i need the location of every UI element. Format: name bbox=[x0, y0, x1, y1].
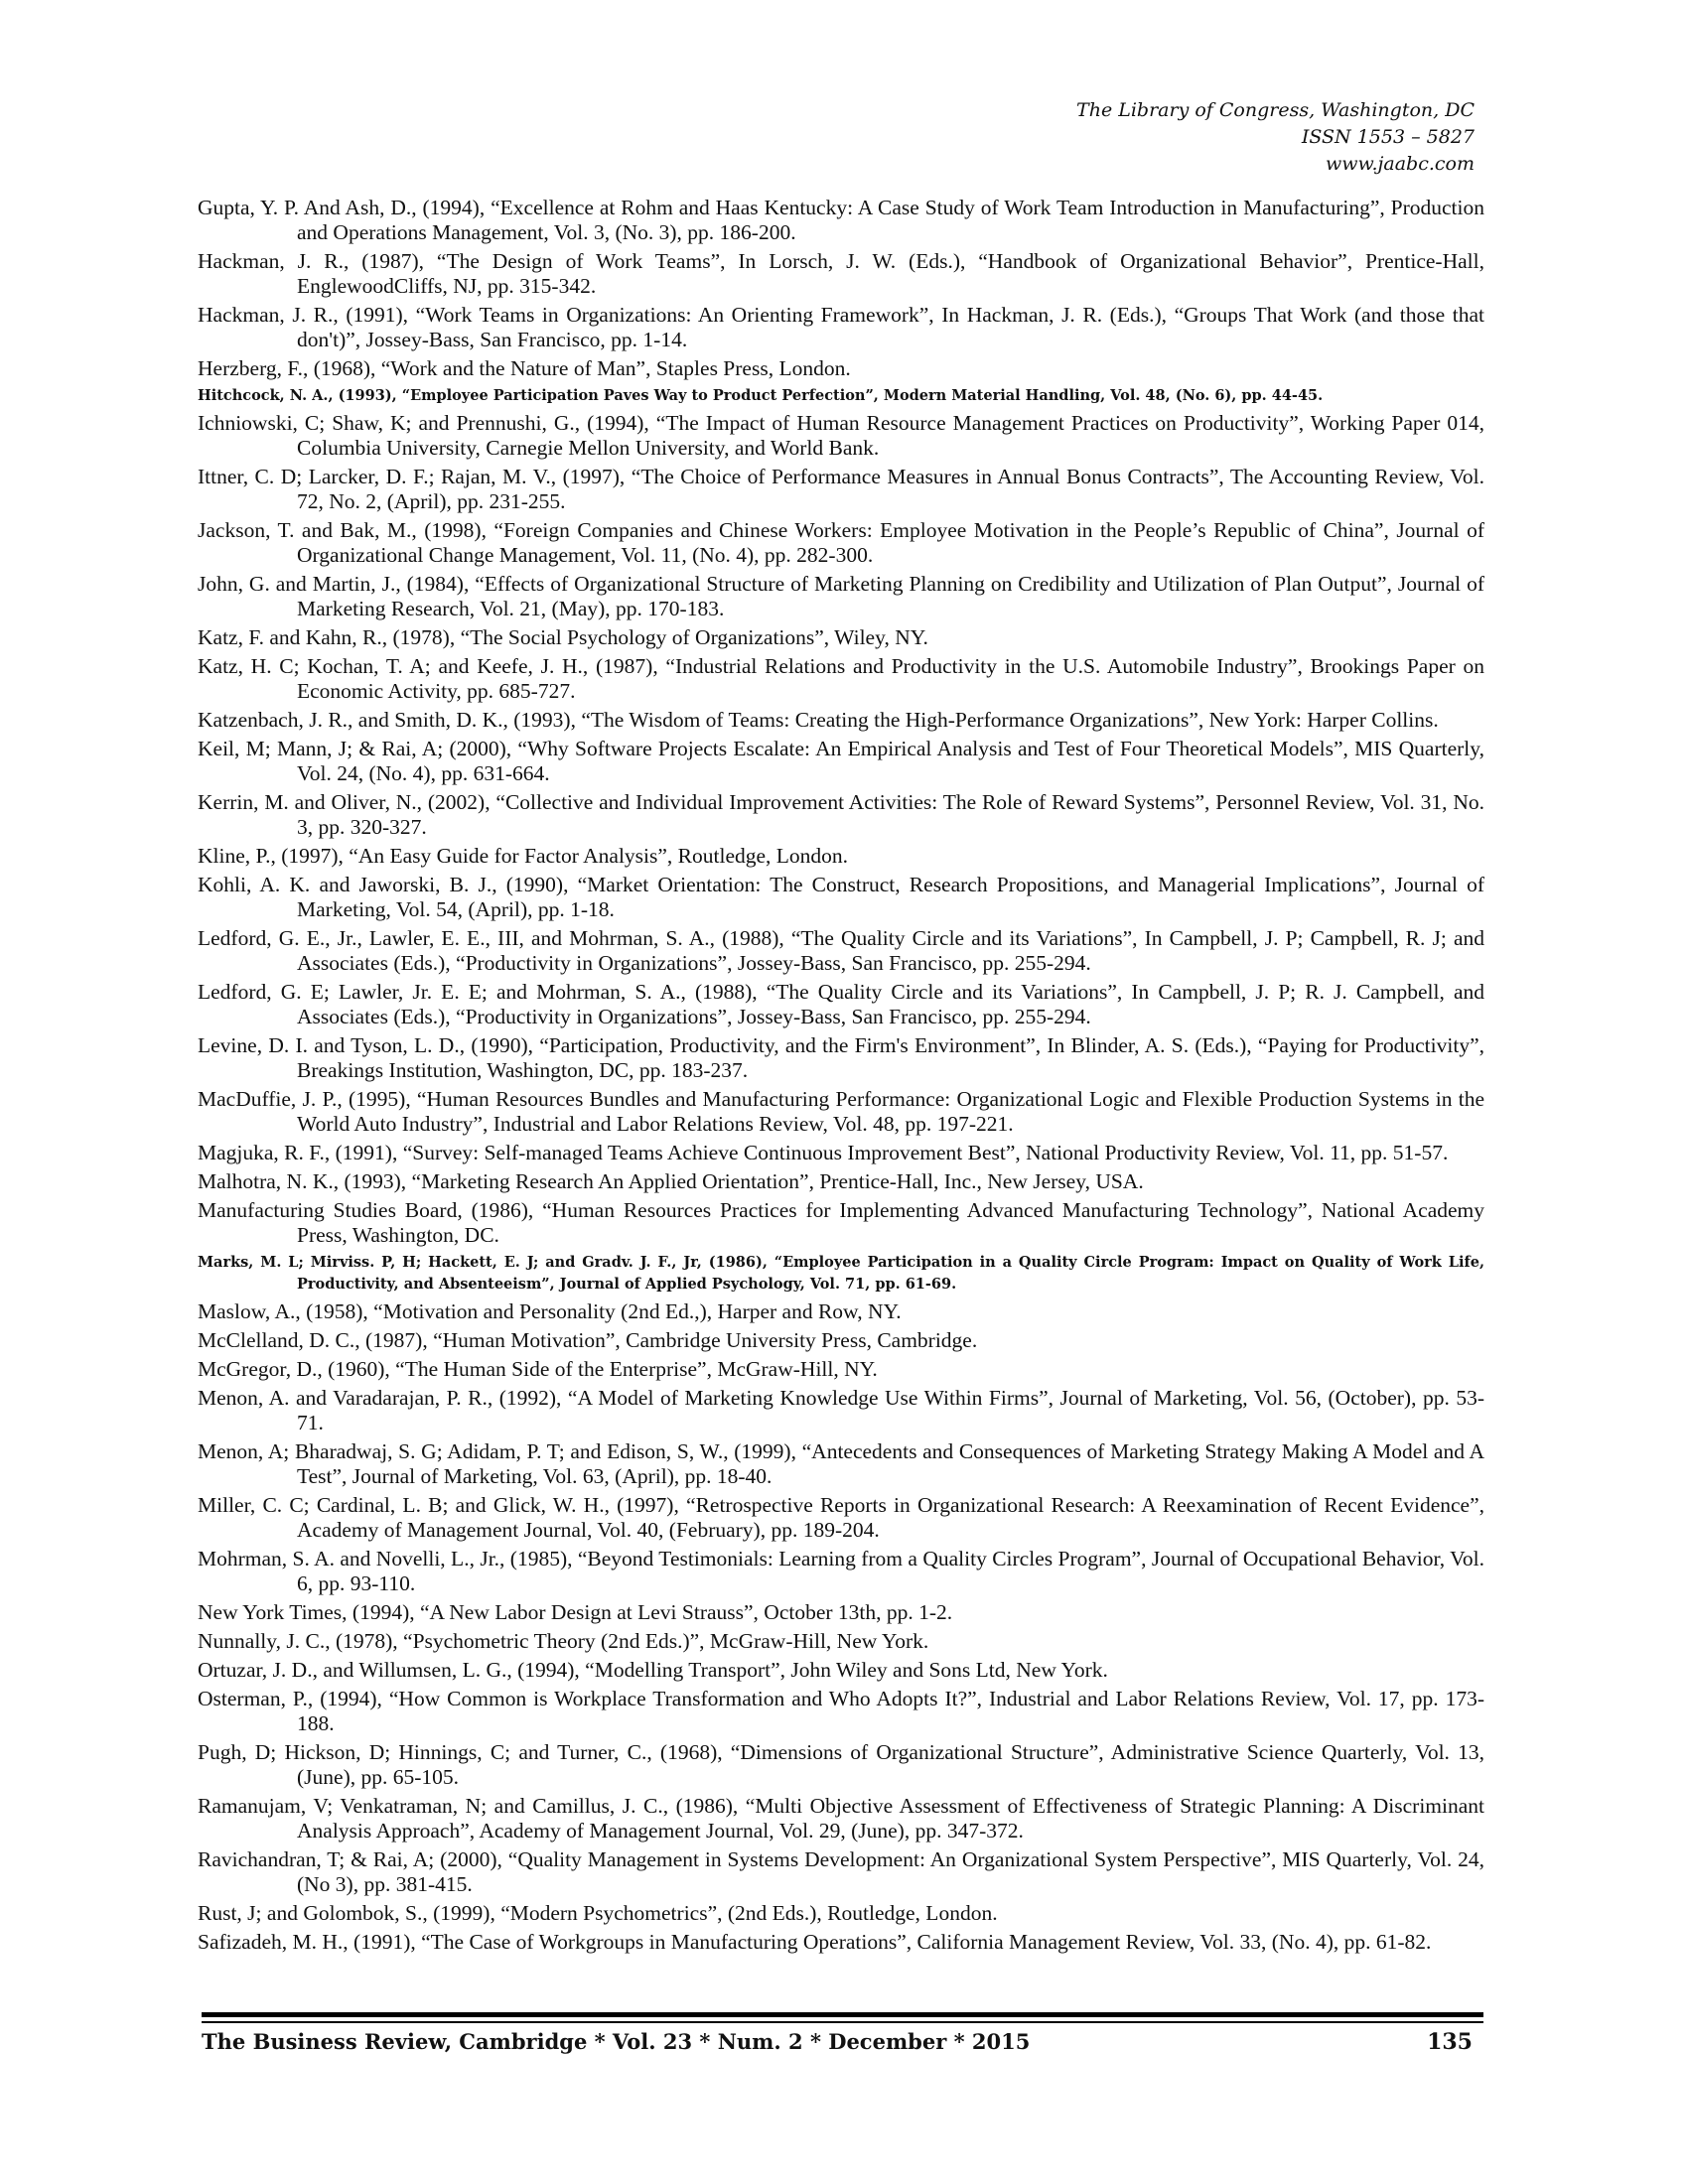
reference-list bbox=[198, 196, 1484, 1959]
reference-item: Ramanujam, V; Venkatraman, N; and Camillus, J. C., (1986), “Multi Objective Assessment of Effectiveness of Strategic Planning: A Discriminant Analysis Approach”, Academy of Management Journal, Vol. 29, (June), pp. 347-372. bbox=[198, 1794, 1484, 1843]
reference-item: Hitchcock, N. A., (1993), “Employee Participation Paves Way to Product Perfection”, Modern Material Handling, Vol. 48, (No. 6), pp. 44-45. bbox=[198, 387, 1324, 404]
reference-item: Ortuzar, J. D., and Willumsen, L. G., (1994), “Modelling Transport”, John Wiley and Sons Ltd, New York. bbox=[198, 1658, 1108, 1682]
reference-item: McClelland, D. C., (1987), “Human Motivation”, Cambridge University Press, Cambridge. bbox=[198, 1328, 978, 1352]
reference-item: Katzenbach, J. R., and Smith, D. K., (1993), “The Wisdom of Teams: Creating the High-Performance Organizations”, New York: Harper Collins. bbox=[198, 708, 1439, 732]
reference-item: Herzberg, F., (1968), “Work and the Nature of Man”, Staples Press, London. bbox=[198, 356, 851, 380]
reference-item: Gupta, Y. P. And Ash, D., (1994), “Excellence at Rohm and Haas Kentucky: A Case Study of Work Team Introduction in Manufacturing”, Production and Operations Management, Vol. 3, (No. 3), pp. 186-200. bbox=[198, 196, 1484, 244]
reference-item: Safizadeh, M. H., (1991), “The Case of Workgroups in Manufacturing Operations”, California Management Review, Vol. 33, (No. 4), pp. 61-82. bbox=[198, 1930, 1432, 1954]
reference-item: Kerrin, M. and Oliver, N., (2002), “Collective and Individual Improvement Activities: The Role of Reward Systems”, Personnel Review, Vol. 31, No. 3, pp. 320-327. bbox=[198, 790, 1484, 839]
reference-item: McGregor, D., (1960), “The Human Side of the Enterprise”, McGraw-Hill, NY. bbox=[198, 1357, 878, 1381]
reference-item: Nunnally, J. C., (1978), “Psychometric Theory (2nd Eds.)”, McGraw-Hill, New York. bbox=[198, 1629, 929, 1653]
reference-item: Ravichandran, T; & Rai, A; (2000), “Quality Management in Systems Development: An Organizational System Perspective”, MIS Quarterly, Vol. 24, (No 3), pp. 381-415. bbox=[198, 1847, 1484, 1896]
header-library: The Library of Congress, Washington, DC bbox=[1076, 99, 1475, 121]
reference-item: Miller, C. C; Cardinal, L. B; and Glick, W. H., (1997), “Retrospective Reports in Organizational Research: A Reexamination of Recent Evidence”, Academy of Management Journal, Vol. 40, (February), pp. 189-204. bbox=[198, 1493, 1484, 1542]
footer-journal-title: The Business Review, Cambridge * Vol. 23 * Num. 2 * December * 2015 bbox=[202, 2029, 1031, 2054]
reference-item: Hackman, J. R., (1991), “Work Teams in Organizations: An Orienting Framework”, In Hackman, J. R. (Eds.), “Groups That Work (and those that don't)”, Jossey-Bass, San Francisco, pp. 1-14. bbox=[198, 303, 1484, 351]
header-issn: ISSN 1553 – 5827 bbox=[1301, 126, 1475, 148]
reference-item: Kline, P., (1997), “An Easy Guide for Factor Analysis”, Routledge, London. bbox=[198, 844, 849, 868]
reference-item: Keil, M; Mann, J; & Rai, A; (2000), “Why Software Projects Escalate: An Empirical Analysis and Test of Four Theoretical Models”, MIS Quarterly, Vol. 24, (No. 4), pp. 631-664. bbox=[198, 737, 1484, 785]
reference-item: Levine, D. I. and Tyson, L. D., (1990), “Participation, Productivity, and the Firm's Environment”, In Blinder, A. S. (Eds.), “Paying for Productivity”, Breakings Institution, Washington, DC, pp. 183-237. bbox=[198, 1033, 1484, 1082]
reference-item: Ledford, G. E; Lawler, Jr. E. E; and Mohrman, S. A., (1988), “The Quality Circle and its Variations”, In Campbell, J. P; R. J. Campbell, and Associates (Eds.), “Productivity in Organizations”, Jossey-Bass, San Francisco, pp. 255-294. bbox=[198, 980, 1484, 1028]
reference-item: Katz, F. and Kahn, R., (1978), “The Social Psychology of Organizations”, Wiley, NY. bbox=[198, 625, 928, 649]
reference-item: Katz, H. C; Kochan, T. A; and Keefe, J. H., (1987), “Industrial Relations and Productivity in the U.S. Automobile Industry”, Brookings Paper on Economic Activity, pp. 685-727. bbox=[198, 654, 1484, 703]
reference-item: Ichniowski, C; Shaw, K; and Prennushi, G., (1994), “The Impact of Human Resource Management Practices on Productivity”, Working Paper 014, Columbia University, Carnegie Mellon University, and World Bank. bbox=[198, 411, 1484, 460]
page-footer bbox=[202, 2029, 1473, 2054]
reference-item: MacDuffie, J. P., (1995), “Human Resources Bundles and Manufacturing Performance: Organizational Logic and Flexible Production Systems in the World Auto Industry”, Industrial and Labor Relations Review, Vol. 48, pp. 197-221. bbox=[198, 1087, 1484, 1136]
reference-item: Jackson, T. and Bak, M., (1998), “Foreign Companies and Chinese Workers: Employee Motivation in the People’s Republic of China”, Journal of Organizational Change Management, Vol. 11, (No. 4), pp. 282-300. bbox=[198, 518, 1484, 567]
header-website: www.jaabc.com bbox=[1325, 153, 1475, 175]
reference-item: Mohrman, S. A. and Novelli, L., Jr., (1985), “Beyond Testimonials: Learning from a Quality Circles Program”, Journal of Occupational Behavior, Vol. 6, pp. 93-110. bbox=[198, 1547, 1484, 1595]
reference-item: Marks, M. L; Mirviss. P, H; Hackett, E. J; and Gradv. J. F., Jr, (1986), “Employee Participation in a Quality Circle Program: Impact on Quality of Work Life, Productivity, and Absenteeism”, Journal of Applied Psychology, Vol. 71, pp. 61-69. bbox=[198, 1254, 1484, 1293]
reference-item: Osterman, P., (1994), “How Common is Workplace Transformation and Who Adopts It?”, Industrial and Labor Relations Review, Vol. 17, pp. 173-188. bbox=[198, 1687, 1484, 1735]
reference-item: John, G. and Martin, J., (1984), “Effects of Organizational Structure of Marketing Planning on Credibility and Utilization of Plan Output”, Journal of Marketing Research, Vol. 21, (May), pp. 170-183. bbox=[198, 572, 1484, 620]
reference-item: Hackman, J. R., (1987), “The Design of Work Teams”, In Lorsch, J. W. (Eds.), “Handbook of Organizational Behavior”, Prentice-Hall, EnglewoodCliffs, NJ, pp. 315-342. bbox=[198, 249, 1484, 298]
page-header bbox=[1076, 97, 1475, 178]
reference-item: Malhotra, N. K., (1993), “Marketing Research An Applied Orientation”, Prentice-Hall, Inc., New Jersey, USA. bbox=[198, 1169, 1144, 1193]
reference-item: Kohli, A. K. and Jaworski, B. J., (1990), “Market Orientation: The Construct, Research Propositions, and Managerial Implications”, Journal of Marketing, Vol. 54, (April), pp. 1-18. bbox=[198, 873, 1484, 921]
footer-rule-thin bbox=[202, 2021, 1483, 2023]
footer-rule-thick bbox=[202, 2012, 1483, 2017]
reference-item: Ittner, C. D; Larcker, D. F.; Rajan, M. V., (1997), “The Choice of Performance Measures in Annual Bonus Contracts”, The Accounting Review, Vol. 72, No. 2, (April), pp. 231-255. bbox=[198, 465, 1484, 513]
reference-item: Pugh, D; Hickson, D; Hinnings, C; and Turner, C., (1968), “Dimensions of Organizational Structure”, Administrative Science Quarterly, Vol. 13, (June), pp. 65-105. bbox=[198, 1740, 1484, 1789]
page-number: 135 bbox=[1427, 2029, 1473, 2055]
reference-item: Rust, J; and Golombok, S., (1999), “Modern Psychometrics”, (2nd Eds.), Routledge, London. bbox=[198, 1901, 998, 1925]
reference-item: Menon, A; Bharadwaj, S. G; Adidam, P. T; and Edison, S, W., (1999), “Antecedents and Consequences of Marketing Strategy Making A Model and A Test”, Journal of Marketing, Vol. 63, (April), pp. 18-40. bbox=[198, 1439, 1484, 1488]
reference-item: Maslow, A., (1958), “Motivation and Personality (2nd Ed.,), Harper and Row, NY. bbox=[198, 1299, 902, 1323]
reference-item: Ledford, G. E., Jr., Lawler, E. E., III, and Mohrman, S. A., (1988), “The Quality Circle and its Variations”, In Campbell, J. P; Campbell, R. J; and Associates (Eds.), “Productivity in Organizations”, Jossey-Bass, San Francisco, pp. 255-294. bbox=[198, 926, 1484, 975]
reference-item: New York Times, (1994), “A New Labor Design at Levi Strauss”, October 13th, pp. 1-2. bbox=[198, 1600, 953, 1624]
reference-item: Magjuka, R. F., (1991), “Survey: Self-managed Teams Achieve Continuous Improvement Best”, National Productivity Review, Vol. 11, pp. 51-57. bbox=[198, 1141, 1449, 1164]
reference-item: Menon, A. and Varadarajan, P. R., (1992), “A Model of Marketing Knowledge Use Within Firms”, Journal of Marketing, Vol. 56, (October), pp. 53-71. bbox=[198, 1386, 1484, 1434]
reference-item: Manufacturing Studies Board, (1986), “Human Resources Practices for Implementing Advanced Manufacturing Technology”, National Academy Press, Washington, DC. bbox=[198, 1198, 1484, 1247]
